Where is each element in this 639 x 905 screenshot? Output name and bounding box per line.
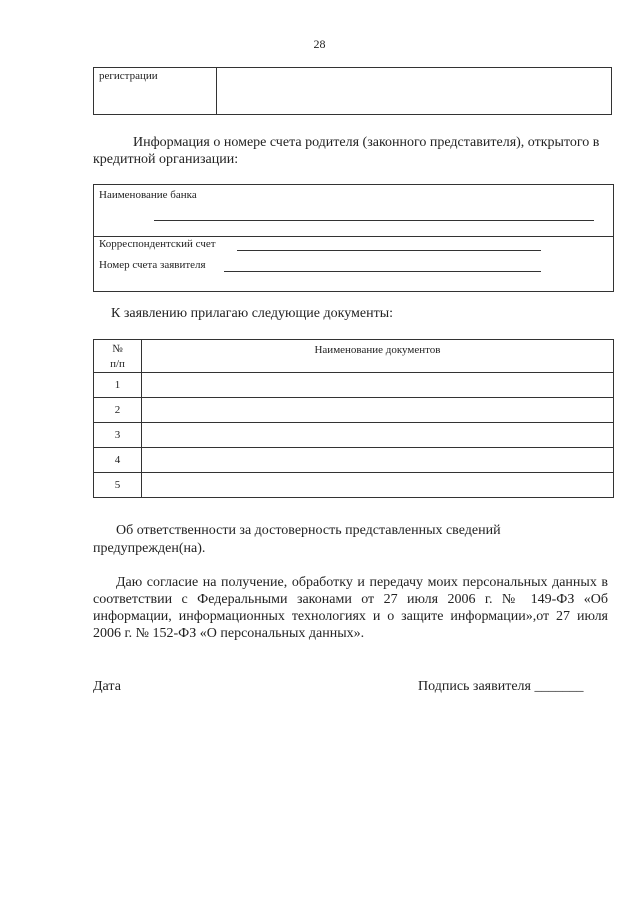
account-info-heading: Информация о номере счета родителя (законного представителя), открытого в кредитной организации: bbox=[93, 135, 600, 167]
consent-statement: Даю согласие на получение, обработку и передачу моих персональных данных в соответствии с Федеральными законами от 27 июля 2006 г. № 149-ФЗ «Об информации, информационных технологиях и о защите информации»,от 27 июля 2006 г. № 152-ФЗ «О персональных данных». bbox=[93, 575, 608, 641]
responsibility-statement: Об ответственности за достоверность представленных сведений предупрежден(на). bbox=[93, 523, 501, 556]
bank-name-label: Наименование банка bbox=[99, 189, 197, 201]
page-number: 28 bbox=[313, 37, 326, 51]
row-number: 5 bbox=[94, 473, 142, 498]
row-number: 3 bbox=[94, 423, 142, 448]
document-name-cell[interactable] bbox=[142, 448, 614, 473]
applicant-account-label: Номер счета заявителя bbox=[99, 259, 206, 271]
document-name-cell[interactable] bbox=[142, 423, 614, 448]
applicant-account-field[interactable] bbox=[224, 258, 541, 272]
document-name-cell[interactable] bbox=[142, 373, 614, 398]
document-name-cell[interactable] bbox=[142, 473, 614, 498]
date-label: Дата bbox=[93, 679, 121, 694]
table-row bbox=[94, 373, 614, 398]
table-row bbox=[94, 448, 614, 473]
col-num-header: № п/п bbox=[94, 340, 142, 373]
bank-details-box bbox=[93, 184, 614, 292]
table-row bbox=[94, 398, 614, 423]
table-header-row bbox=[94, 340, 614, 373]
table-row bbox=[94, 473, 614, 498]
documents-table bbox=[93, 339, 614, 498]
corr-account-field[interactable] bbox=[237, 237, 541, 251]
bank-name-field[interactable] bbox=[154, 220, 594, 221]
row-number: 4 bbox=[94, 448, 142, 473]
registration-table bbox=[93, 67, 612, 115]
signature-label: Подпись заявителя _______ bbox=[418, 679, 584, 694]
registration-label: регистрации bbox=[99, 70, 158, 82]
col-name-header: Наименование документов bbox=[142, 340, 614, 373]
row-number: 1 bbox=[94, 373, 142, 398]
row-number: 2 bbox=[94, 398, 142, 423]
document-name-cell[interactable] bbox=[142, 398, 614, 423]
corr-account-label: Корреспондентский счет bbox=[99, 238, 216, 250]
table-divider bbox=[216, 68, 217, 114]
documents-intro: К заявлению прилагаю следующие документы: bbox=[111, 306, 394, 321]
table-row bbox=[94, 423, 614, 448]
